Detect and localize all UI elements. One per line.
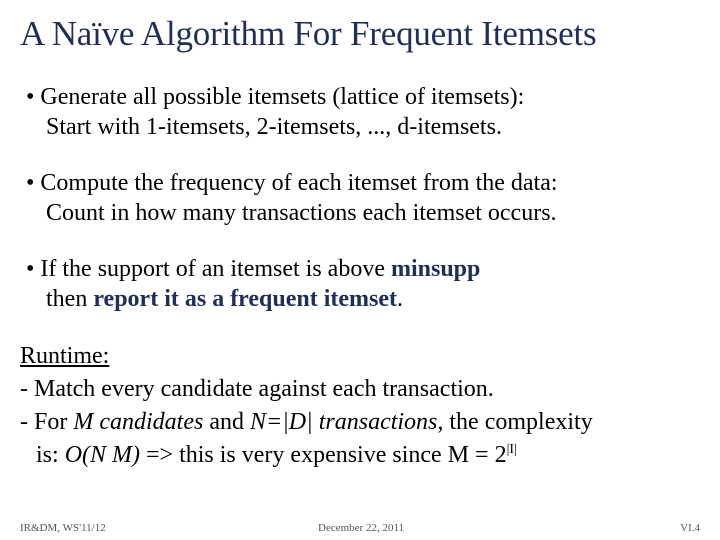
bullet-text: • If the support of an itemset is above	[26, 256, 391, 282]
exponent: |I|	[506, 442, 517, 457]
minsupp-term: minsupp	[390, 256, 481, 282]
runtime-line	[20, 439, 593, 472]
runtime-text: - For	[20, 409, 74, 435]
runtime-text: , the complexity	[437, 409, 593, 435]
footer-course: IR&DM, WS'11/12	[20, 522, 106, 534]
bullet-line: • Compute the frequency of each itemset from the data:	[26, 170, 558, 196]
runtime-text: => this is very expensive since M = 2	[140, 442, 507, 468]
footer-date: December 22, 2011	[318, 522, 405, 534]
complexity-term: O(N M)	[64, 442, 141, 468]
footer-page: VI.4	[680, 522, 700, 534]
candidates-term: M candidates	[73, 409, 204, 435]
report-phrase: report it as a frequent itemset	[93, 286, 398, 312]
bullet-text: then	[46, 286, 94, 312]
runtime-line	[20, 406, 593, 439]
bullet-text: .	[397, 286, 404, 312]
transactions-term: N=|D| transactions	[249, 409, 438, 435]
bullet-generate	[26, 82, 524, 142]
bullet-compute	[26, 168, 558, 228]
runtime-text: is:	[36, 442, 65, 468]
runtime-text: and	[203, 409, 250, 435]
runtime-line: - Match every candidate against each transaction.	[20, 376, 494, 402]
runtime-heading: Runtime:	[20, 343, 110, 369]
bullet-subline: Count in how many transactions each itemset occurs.	[46, 200, 557, 226]
bullet-subline	[26, 284, 480, 314]
bullet-line: • Generate all possible itemsets (lattice of itemsets):	[26, 84, 525, 110]
bullet-line	[26, 254, 480, 284]
bullet-report	[26, 254, 480, 314]
bullet-subline: Start with 1-itemsets, 2-itemsets, ..., d-itemsets.	[46, 114, 502, 140]
runtime-section	[20, 340, 593, 472]
slide-title: A Naïve Algorithm For Frequent Itemsets	[20, 14, 597, 53]
